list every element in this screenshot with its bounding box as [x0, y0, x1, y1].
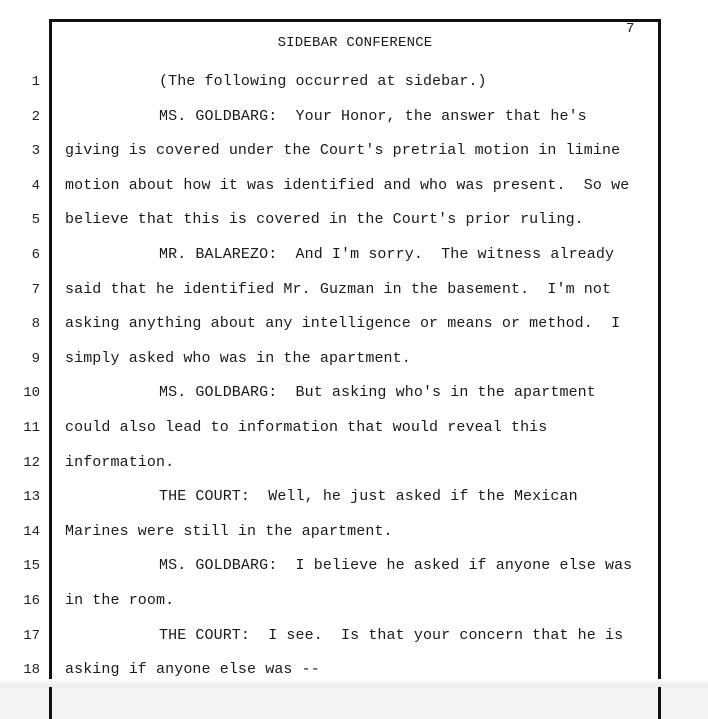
line-number: 16 — [23, 593, 40, 609]
line-number: 5 — [31, 212, 40, 228]
transcript-line: asking if anyone else was -- — [65, 661, 320, 678]
page-edge-shadow — [0, 679, 708, 687]
transcript-line: (The following occurred at sidebar.) — [159, 73, 487, 90]
transcript-line: motion about how it was identified and who was present. So we — [65, 177, 630, 194]
transcript-line: could also lead to information that would reveal this — [65, 419, 548, 436]
line-number: 12 — [23, 455, 40, 471]
line-number: 7 — [31, 282, 40, 298]
transcript-line: believe that this is covered in the Court's prior ruling. — [65, 211, 584, 228]
transcript-line: MS. GOLDBARG: But asking who's in the apartment — [159, 384, 596, 401]
transcript-line: information. — [65, 454, 175, 471]
line-number: 17 — [23, 628, 40, 644]
transcript-line: MS. GOLDBARG: I believe he asked if anyone else was — [159, 557, 633, 574]
line-number: 11 — [23, 420, 40, 436]
transcript-line: THE COURT: I see. Is that your concern that he is — [159, 627, 624, 644]
page-number: 7 — [626, 21, 635, 37]
line-number: 18 — [23, 662, 40, 678]
transcript-line: MS. GOLDBARG: Your Honor, the answer that he's — [159, 108, 587, 125]
line-number: 9 — [31, 351, 40, 367]
line-number: 3 — [31, 143, 40, 159]
transcript-line: simply asked who was in the apartment. — [65, 350, 411, 367]
line-number: 8 — [31, 316, 40, 332]
transcript-line: said that he identified Mr. Guzman in the basement. I'm not — [65, 281, 612, 298]
line-number: 4 — [31, 178, 40, 194]
line-number: 1 — [31, 74, 40, 90]
transcript-line: giving is covered under the Court's pretrial motion in limine — [65, 142, 621, 159]
line-number: 13 — [23, 489, 40, 505]
transcript-line: MR. BALAREZO: And I'm sorry. The witness already — [159, 246, 615, 263]
line-number: 15 — [23, 558, 40, 574]
line-number: 10 — [23, 385, 40, 401]
line-number: 6 — [31, 247, 40, 263]
line-number: 14 — [23, 524, 40, 540]
line-number: 2 — [31, 109, 40, 125]
transcript-line: asking anything about any intelligence or means or method. I — [65, 315, 621, 332]
page-heading: SIDEBAR CONFERENCE — [277, 35, 433, 51]
transcript-line: in the room. — [65, 592, 175, 609]
transcript-line: Marines were still in the apartment. — [65, 523, 393, 540]
transcript-line: THE COURT: Well, he just asked if the Mexican — [159, 488, 578, 505]
